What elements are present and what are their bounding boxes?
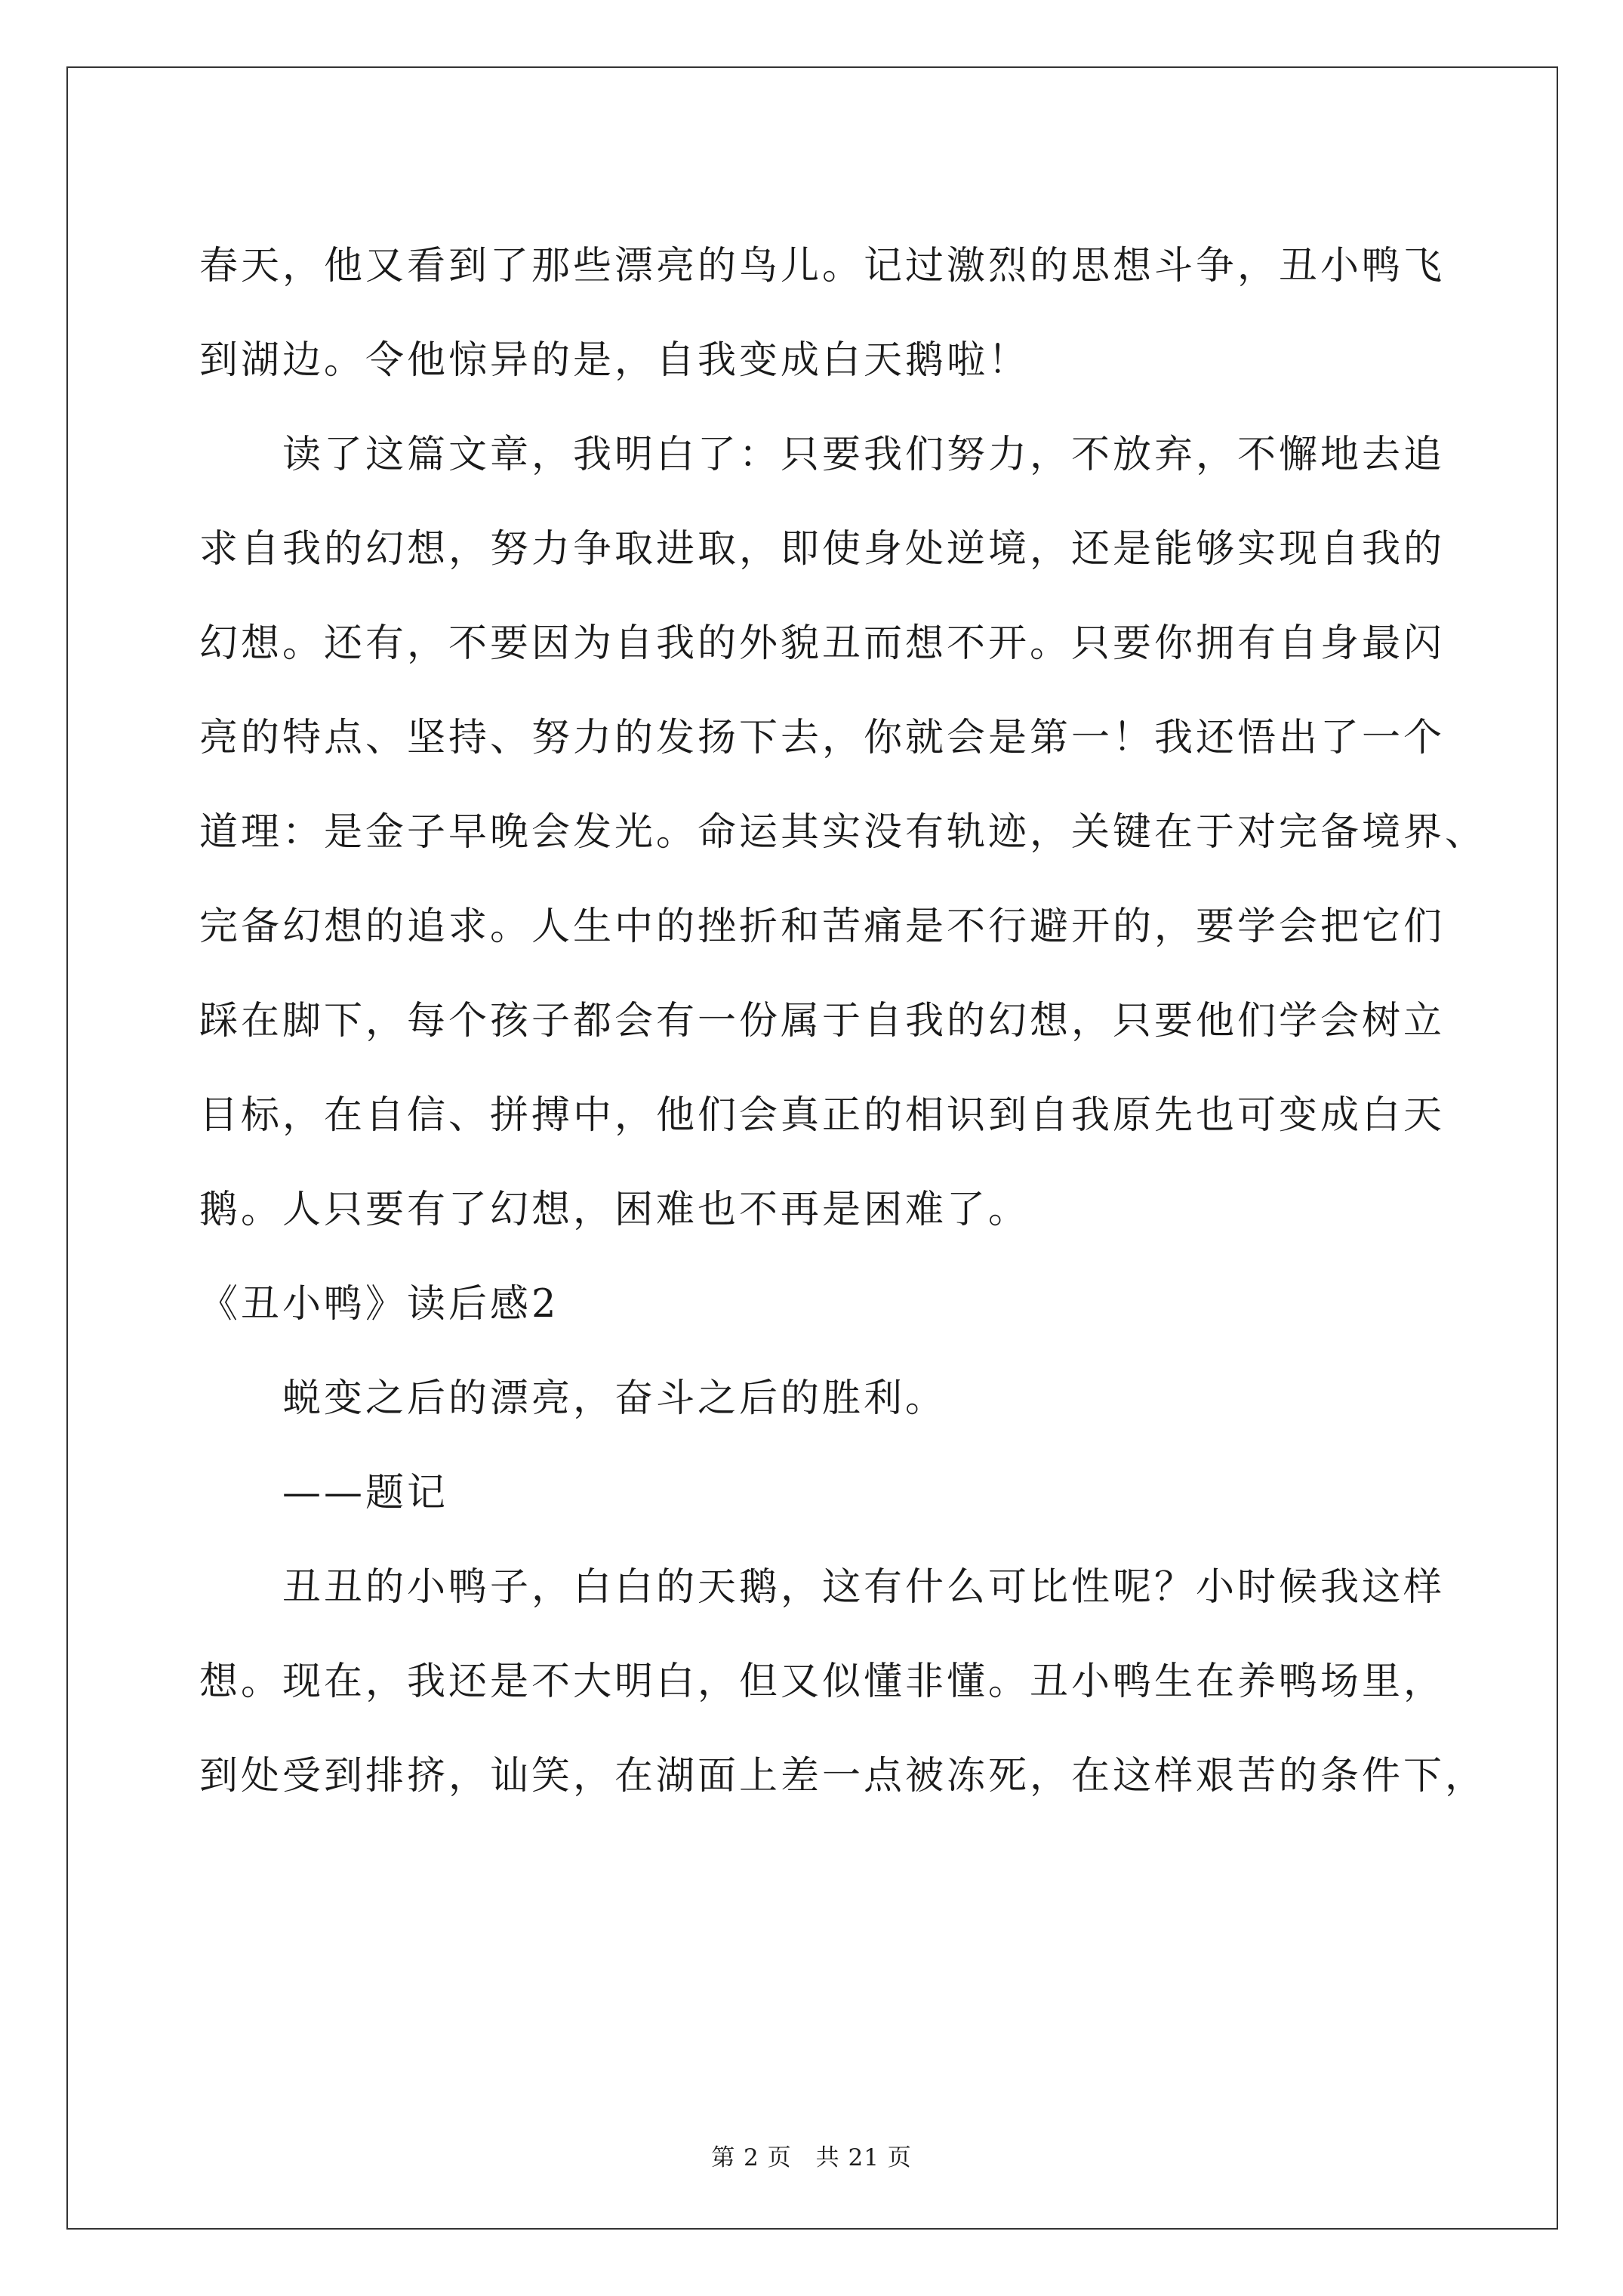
document-body: [199, 219, 1487, 1823]
text-line: 求自我的幻想，努力争取进取，即使身处逆境，还是能够实现自我的: [199, 527, 1446, 572]
text-line: 完备幻想的追求。人生中的挫折和苦痛是不行避开的，要学会把它们: [199, 905, 1446, 949]
text-line: 目标，在自信、拼搏中，他们会真正的相识到自我原先也可变成白天: [199, 1093, 1446, 1138]
text-line: 读了这篇文章，我明白了：只要我们努力，不放弃，不懈地去追: [282, 433, 1446, 477]
text-line: 幻想。还有，不要因为自我的外貌丑而想不开。只要你拥有自身最闪: [199, 621, 1446, 666]
page-footer: 第 2 页 共 21 页: [711, 2144, 912, 2171]
text-line: 丑丑的小鸭子，白白的天鹅，这有什么可比性呢？小时候我这样: [282, 1565, 1446, 1610]
text-line: 到处受到排挤，讪笑，在湖面上差一点被冻死，在这样艰苦的条件下，: [199, 1754, 1487, 1798]
text-line: 亮的特点、坚持、努力的发扬下去，你就会是第一！我还悟出了一个: [199, 716, 1446, 760]
text-line: 春天，他又看到了那些漂亮的鸟儿。记过激烈的思想斗争，丑小鸭飞: [199, 244, 1446, 288]
text-line: 鹅。人只要有了幻想，困难也不再是困难了。: [199, 1188, 1030, 1232]
text-line: 道理：是金子早晚会发光。命运其实没有轨迹，关键在于对完备境界、: [199, 810, 1487, 855]
text-line: 想。现在，我还是不大明白，但又似懂非懂。丑小鸭生在养鸭场里，: [199, 1660, 1446, 1704]
text-line: 到湖边。令他惊异的是，自我变成白天鹅啦！: [199, 338, 1030, 383]
section-heading: 《丑小鸭》读后感2: [199, 1282, 559, 1327]
text-line: 蜕变之后的漂亮，奋斗之后的胜利。: [282, 1376, 947, 1421]
text-line: ——题记: [282, 1471, 449, 1515]
text-line: 踩在脚下，每个孩子都会有一份属于自我的幻想，只要他们学会树立: [199, 999, 1446, 1043]
